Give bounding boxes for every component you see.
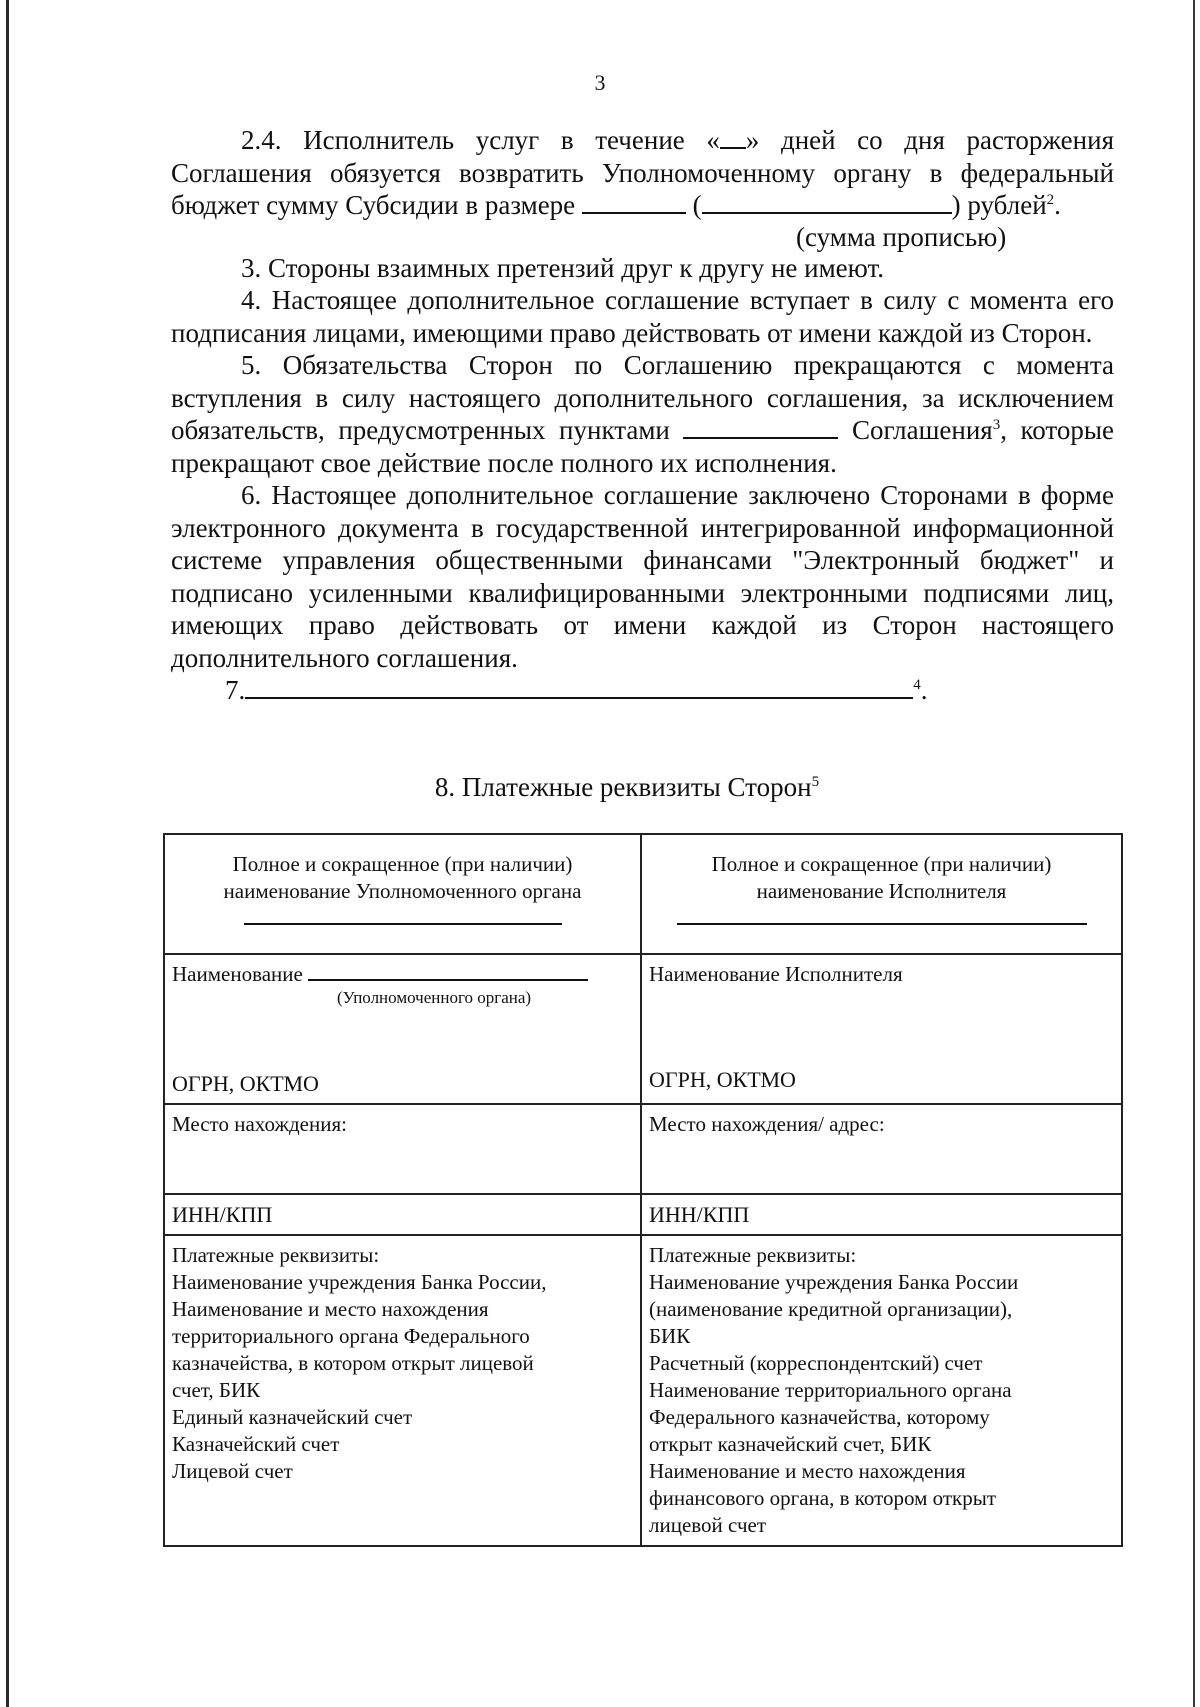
- amount-words-blank: [702, 192, 952, 214]
- authority-payment-line: казначейства, в котором открыт лицевой: [172, 1351, 534, 1375]
- authority-name-row: [172, 961, 633, 988]
- paragraph-5: [171, 349, 1114, 479]
- executor-payment-line: открыт казначейский счет, БИК: [649, 1432, 932, 1456]
- paragraph-4: 4. Настоящее дополнительное соглашение вступает в силу с момента его подписания лицами, имеющими право действовать от имени каждой из Сторон.: [171, 285, 1114, 348]
- amount-blank: [582, 192, 686, 214]
- footnote-ref-5: 5: [811, 774, 820, 790]
- clause-7-blank: [245, 677, 913, 699]
- executor-payment-line: лицевой счет: [649, 1513, 766, 1537]
- p24-text-b: » дней со дня расторжения Соглашения обязуется возвратить Уполномоченному органу в федеральный бюджет сумму Субсидии в размере: [171, 125, 1114, 220]
- authority-payment-line: территориального органа Федерального: [172, 1324, 530, 1348]
- authority-payment-line: Платежные реквизиты:: [172, 1243, 380, 1267]
- executor-payment-line: финансового органа, в котором открыт: [649, 1486, 997, 1510]
- executor-payment-line: Наименование и место нахождения: [649, 1459, 966, 1483]
- amount-note: (сумма прописью): [796, 221, 1007, 252]
- authority-name-blank: [308, 961, 588, 981]
- executor-payment-lines: [649, 1242, 1114, 1539]
- table-row-header: [164, 834, 1122, 954]
- executor-payment-line: Расчетный (корреспондентский) счет: [649, 1351, 983, 1375]
- authority-payment-lines: [172, 1242, 633, 1485]
- authority-name-caption: (Уполномоченного органа): [337, 988, 532, 1007]
- p24-text-a: 2.4. Исполнитель услуг в течение «: [241, 125, 720, 155]
- scan-edge-left: [6, 0, 9, 1707]
- executor-inn-cell: [641, 1194, 1122, 1235]
- authority-location-cell: [164, 1104, 641, 1194]
- paragraph-6: 6. Настоящее дополнительное соглашение заключено Сторонами в форме электронного документа в государственной интегрированной информационной системе управления общественными финансами "Электронный бюджет" и подписано усиленными квалифицированными электронными подписями лиц, имеющих право действовать от имени каждой из Сторон настоящего дополнительного соглашения.: [171, 480, 1114, 673]
- clauses-blank: [683, 417, 838, 439]
- p24-text-d: ) рублей: [951, 190, 1047, 220]
- authority-payment-line: Казначейский счет: [172, 1432, 340, 1456]
- paragraph-2-4: [171, 124, 1114, 252]
- document-body: [171, 124, 1114, 707]
- executor-ogrn: ОГРН, ОКТМО: [649, 1067, 796, 1092]
- table-row-payment: [164, 1235, 1122, 1546]
- executor-name-cell: [641, 954, 1122, 1104]
- footnote-ref-2: 2: [1046, 192, 1055, 208]
- authority-header: Полное и сокращенное (при наличии) наименование Уполномоченного органа: [223, 852, 582, 903]
- days-blank: [720, 127, 746, 149]
- executor-payment-line: Наименование учреждения Банка России: [649, 1270, 1019, 1294]
- authority-name-line: [244, 923, 562, 925]
- footnote-ref-3: 3: [992, 417, 1001, 433]
- p7-number: 7.: [225, 675, 246, 705]
- p5-text-b: Соглашения: [851, 415, 993, 445]
- executor-inn: ИНН/КПП: [649, 1202, 750, 1227]
- executor-location: Место нахождения/ адрес:: [649, 1112, 885, 1136]
- executor-location-cell: [641, 1104, 1122, 1194]
- authority-inn: ИНН/КПП: [172, 1202, 273, 1227]
- executor-payment-line: Федерального казначейства, которому: [649, 1405, 990, 1429]
- p5-text-a: 5. Обязательства Сторон по Соглашению прекращаются с момента вступления в силу настоящего дополнительного соглашения, за исключением обязательств, предусмотренных пунктами: [171, 350, 1114, 445]
- page-number: 3: [594, 70, 606, 95]
- p24-end: .: [1054, 190, 1061, 220]
- table-row-location: [164, 1104, 1122, 1194]
- authority-name-cell: [164, 954, 641, 1104]
- payment-details-table: [163, 833, 1123, 1547]
- p7-end: .: [920, 675, 928, 705]
- authority-payment-line: Единый казначейский счет: [172, 1405, 413, 1429]
- p24-text-c: (: [685, 190, 702, 220]
- authority-inn-cell: [164, 1194, 641, 1235]
- authority-payment-line: счет, БИК: [172, 1378, 261, 1402]
- section-title-text: 8. Платежные реквизиты Сторон: [434, 772, 812, 802]
- scan-edge-right: [1193, 0, 1195, 1707]
- authority-ogrn: ОГРН, ОКТМО: [172, 1071, 319, 1096]
- executor-payment-line: Платежные реквизиты:: [649, 1243, 857, 1267]
- footnote-ref-4: 4: [913, 677, 921, 693]
- authority-payment-line: Наименование и место нахождения: [172, 1297, 489, 1321]
- authority-header-cell: [164, 834, 641, 954]
- executor-name-label: Наименование Исполнителя: [649, 962, 903, 986]
- executor-payment-line: Наименование территориального органа: [649, 1378, 1012, 1402]
- executor-payment-line: (наименование кредитной организации),: [649, 1297, 1013, 1321]
- table-row-inn: [164, 1194, 1122, 1235]
- executor-name-line: [677, 923, 1087, 925]
- table-row-name: [164, 954, 1122, 1104]
- authority-name-label: Наименование: [172, 962, 303, 986]
- paragraph-3: 3. Стороны взаимных претензий друг к другу не имеют.: [241, 252, 885, 283]
- section-title: [0, 772, 1200, 803]
- authority-payment-line: Наименование учреждения Банка России,: [172, 1270, 547, 1294]
- executor-header-cell: [641, 834, 1122, 954]
- paragraph-7: [171, 674, 1114, 707]
- executor-payment-cell: [641, 1235, 1122, 1546]
- authority-payment-cell: [164, 1235, 641, 1546]
- executor-payment-line: БИК: [649, 1324, 691, 1348]
- executor-header: Полное и сокращенное (при наличии) наименование Исполнителя: [711, 852, 1052, 903]
- authority-payment-line: Лицевой счет: [172, 1459, 293, 1483]
- p5-text-c: , которые прекращают свое действие после полного их исполнения.: [171, 415, 1114, 478]
- authority-location: Место нахождения:: [172, 1112, 347, 1136]
